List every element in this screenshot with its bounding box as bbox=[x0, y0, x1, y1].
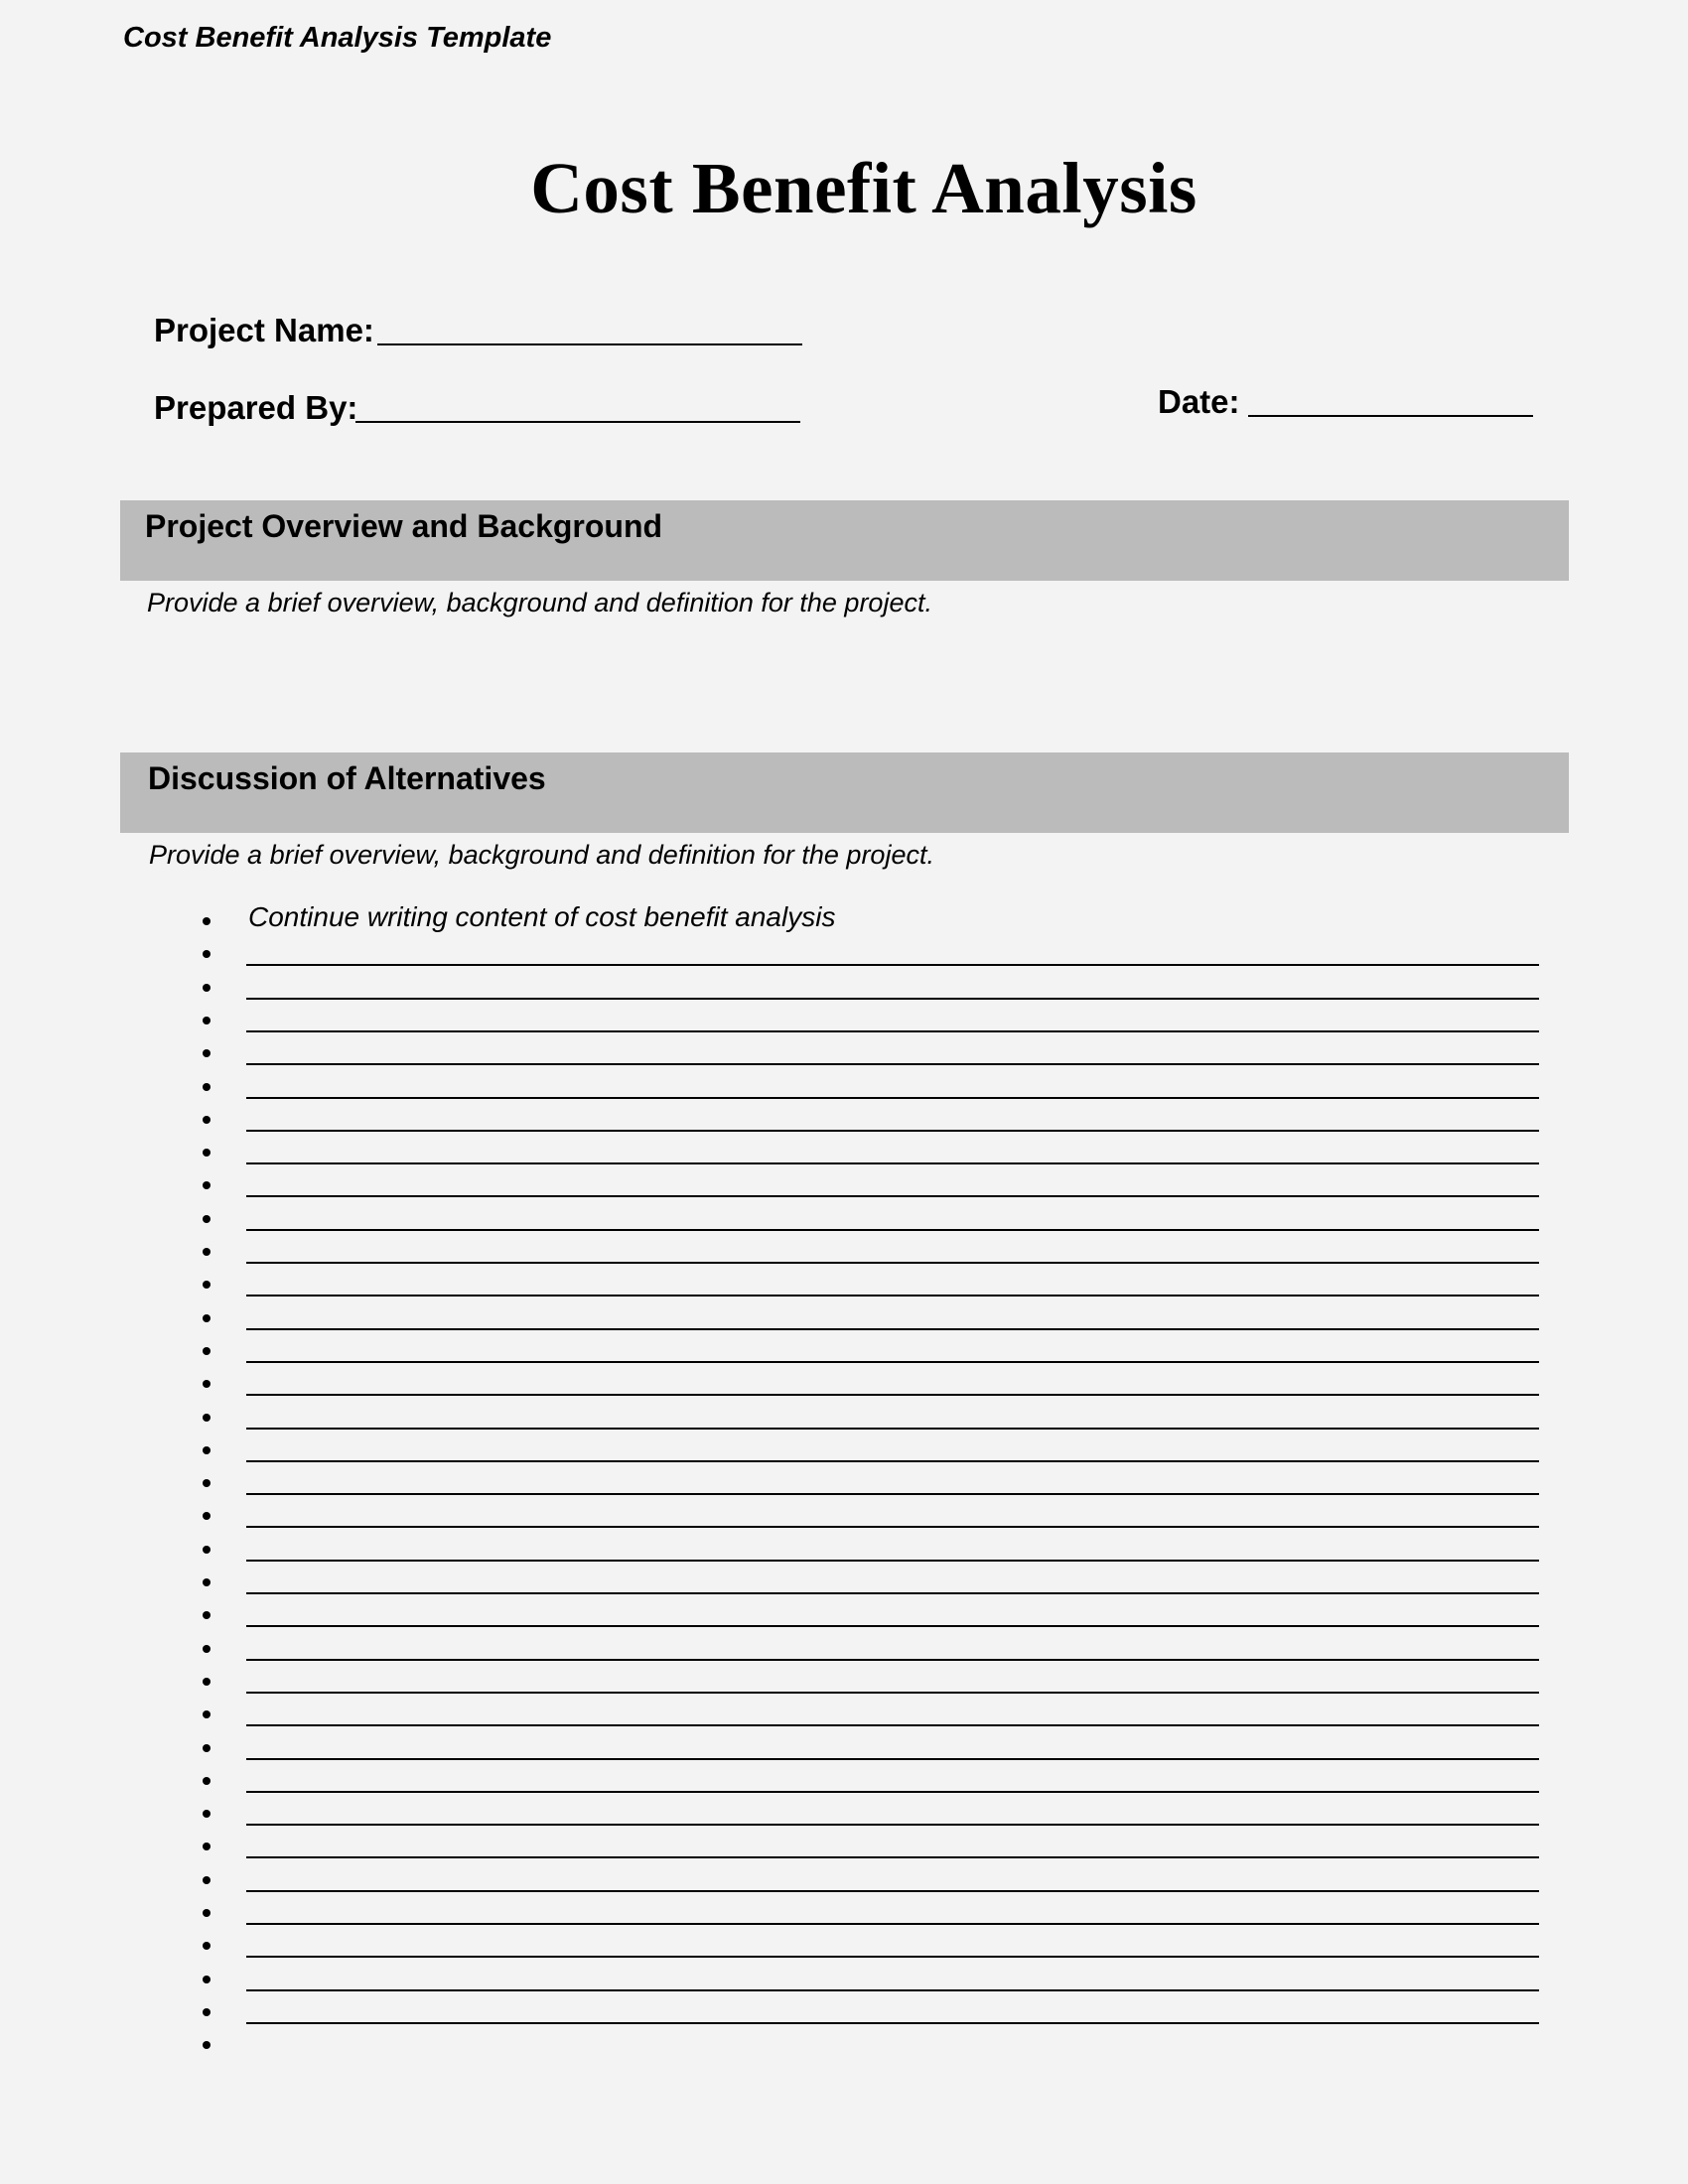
list-item[interactable] bbox=[199, 2029, 1529, 2062]
bullet-blank-line[interactable] bbox=[246, 1824, 1539, 1826]
bullet-blank-line[interactable] bbox=[246, 1923, 1539, 1925]
bullet-icon bbox=[203, 1446, 211, 1454]
document-title: Cost Benefit Analysis bbox=[530, 148, 1197, 228]
bullet-icon bbox=[203, 1347, 211, 1355]
list-item[interactable] bbox=[199, 1203, 1529, 1236]
bullet-blank-line[interactable] bbox=[246, 2022, 1539, 2024]
bullet-icon bbox=[203, 1281, 211, 1289]
list-item[interactable] bbox=[199, 1071, 1529, 1104]
bullet-icon bbox=[203, 2008, 211, 2016]
bullet-icon bbox=[203, 1777, 211, 1785]
bullet-icon bbox=[203, 1116, 211, 1124]
list-item[interactable] bbox=[199, 1467, 1529, 1500]
bullet-icon bbox=[203, 1314, 211, 1322]
bullet-blank-line[interactable] bbox=[246, 1625, 1539, 1627]
list-item[interactable] bbox=[199, 1402, 1529, 1434]
bullet-icon bbox=[203, 1512, 211, 1520]
list-item bbox=[199, 901, 1529, 938]
bullet-icon bbox=[203, 1843, 211, 1850]
bullet-blank-line[interactable] bbox=[246, 1956, 1539, 1958]
bullet-icon bbox=[203, 1942, 211, 1950]
list-item[interactable] bbox=[199, 1599, 1529, 1632]
bullet-blank-line[interactable] bbox=[246, 1592, 1539, 1594]
list-item[interactable] bbox=[199, 1302, 1529, 1335]
bullet-blank-line[interactable] bbox=[246, 1097, 1539, 1099]
list-item[interactable] bbox=[199, 1236, 1529, 1269]
list-item[interactable] bbox=[199, 1666, 1529, 1699]
bullet-icon bbox=[203, 1414, 211, 1422]
section-title-alternatives: Discussion of Alternatives bbox=[148, 760, 546, 796]
bullet-blank-line[interactable] bbox=[246, 1295, 1539, 1297]
bullet-icon bbox=[203, 917, 211, 925]
list-item[interactable] bbox=[199, 1699, 1529, 1731]
bullet-blank-line[interactable] bbox=[246, 1262, 1539, 1264]
bullet-icon bbox=[203, 1546, 211, 1554]
bullet-blank-line[interactable] bbox=[246, 1758, 1539, 1760]
bullet-blank-line[interactable] bbox=[246, 1526, 1539, 1528]
section-header-alternatives bbox=[120, 752, 1569, 833]
section-description-alternatives: Provide a brief overview, background and definition for the project. bbox=[149, 840, 934, 870]
list-item[interactable] bbox=[199, 1005, 1529, 1037]
bullet-blank-line[interactable] bbox=[246, 1229, 1539, 1231]
bullet-blank-line[interactable] bbox=[246, 1063, 1539, 1065]
bullet-icon bbox=[203, 1181, 211, 1189]
bullet-blank-line[interactable] bbox=[246, 1428, 1539, 1430]
list-item[interactable] bbox=[199, 1269, 1529, 1301]
list-item[interactable] bbox=[199, 1434, 1529, 1467]
bullet-icon bbox=[203, 1645, 211, 1653]
date-label: Date: bbox=[1158, 383, 1240, 420]
project-name-label: Project Name: bbox=[154, 312, 374, 348]
list-item[interactable] bbox=[199, 1930, 1529, 1963]
list-item[interactable] bbox=[199, 1037, 1529, 1070]
list-item[interactable] bbox=[199, 1864, 1529, 1897]
bullet-blank-line[interactable] bbox=[246, 1460, 1539, 1462]
bullet-icon bbox=[203, 1678, 211, 1686]
bullet-blank-line[interactable] bbox=[246, 1856, 1539, 1858]
bullet-icon bbox=[203, 1578, 211, 1586]
bullet-icon bbox=[203, 2041, 211, 2049]
list-item[interactable] bbox=[199, 1169, 1529, 1202]
list-item[interactable] bbox=[199, 1732, 1529, 1765]
bullet-icon bbox=[203, 1248, 211, 1256]
bullet-blank-line[interactable] bbox=[246, 1195, 1539, 1197]
list-item[interactable] bbox=[199, 1500, 1529, 1533]
template-header-note: Cost Benefit Analysis Template bbox=[123, 22, 552, 54]
bullet-blank-line[interactable] bbox=[246, 1890, 1539, 1892]
list-item[interactable] bbox=[199, 1996, 1529, 2029]
section-title-overview: Project Overview and Background bbox=[145, 508, 663, 544]
list-item[interactable] bbox=[199, 1798, 1529, 1831]
bullet-blank-line[interactable] bbox=[246, 1130, 1539, 1132]
bullet-icon bbox=[203, 1479, 211, 1487]
list-item[interactable] bbox=[199, 1897, 1529, 1930]
bullet-icon bbox=[203, 1049, 211, 1057]
list-item[interactable] bbox=[199, 1104, 1529, 1137]
list-item[interactable] bbox=[199, 1831, 1529, 1863]
prepared-by-label: Prepared By: bbox=[154, 389, 358, 426]
bullet-blank-line[interactable] bbox=[246, 1692, 1539, 1694]
bullet-icon bbox=[203, 1744, 211, 1752]
section-description-overview: Provide a brief overview, background and definition for the project. bbox=[147, 588, 932, 617]
bullet-icon bbox=[203, 1215, 211, 1223]
bullet-blank-line[interactable] bbox=[246, 1162, 1539, 1164]
bullet-blank-line[interactable] bbox=[246, 1030, 1539, 1032]
bullet-blank-line[interactable] bbox=[246, 964, 1539, 966]
bullet-text: Continue writing content of cost benefit analysis bbox=[248, 901, 836, 932]
bullet-icon bbox=[203, 1149, 211, 1157]
bullet-icon bbox=[203, 1017, 211, 1024]
bullet-blank-line[interactable] bbox=[246, 1361, 1539, 1363]
list-item[interactable] bbox=[199, 1567, 1529, 1599]
bullet-blank-line[interactable] bbox=[246, 1989, 1539, 1991]
bullet-icon bbox=[203, 1611, 211, 1619]
bullet-blank-line[interactable] bbox=[246, 1560, 1539, 1562]
bullet-icon bbox=[203, 1876, 211, 1884]
bullet-icon bbox=[203, 1909, 211, 1917]
list-item[interactable] bbox=[199, 1964, 1529, 1996]
project-name-field[interactable] bbox=[377, 343, 802, 345]
date-field[interactable] bbox=[1248, 415, 1533, 417]
bullet-blank-line[interactable] bbox=[246, 1394, 1539, 1396]
bullet-icon bbox=[203, 1083, 211, 1091]
list-item[interactable] bbox=[199, 1534, 1529, 1567]
bullet-icon bbox=[203, 1710, 211, 1718]
bullet-blank-line[interactable] bbox=[246, 1659, 1539, 1661]
list-item[interactable] bbox=[199, 1137, 1529, 1169]
section-header-overview bbox=[120, 500, 1569, 581]
prepared-by-field[interactable] bbox=[355, 421, 800, 423]
bullet-blank-line[interactable] bbox=[246, 1493, 1539, 1495]
bullet-icon bbox=[203, 950, 211, 958]
bullet-icon bbox=[203, 1380, 211, 1388]
list-item[interactable] bbox=[199, 938, 1529, 971]
list-item[interactable] bbox=[199, 1765, 1529, 1798]
list-item[interactable] bbox=[199, 1335, 1529, 1368]
bullet-icon bbox=[203, 1810, 211, 1818]
bullet-blank-line[interactable] bbox=[246, 1724, 1539, 1726]
list-item[interactable] bbox=[199, 1633, 1529, 1666]
bullet-blank-line[interactable] bbox=[246, 998, 1539, 1000]
list-item[interactable] bbox=[199, 972, 1529, 1005]
bullet-icon bbox=[203, 984, 211, 992]
bullet-icon bbox=[203, 1976, 211, 1983]
bullet-blank-line[interactable] bbox=[246, 1328, 1539, 1330]
bullet-blank-line[interactable] bbox=[246, 1791, 1539, 1793]
list-item[interactable] bbox=[199, 1368, 1529, 1401]
